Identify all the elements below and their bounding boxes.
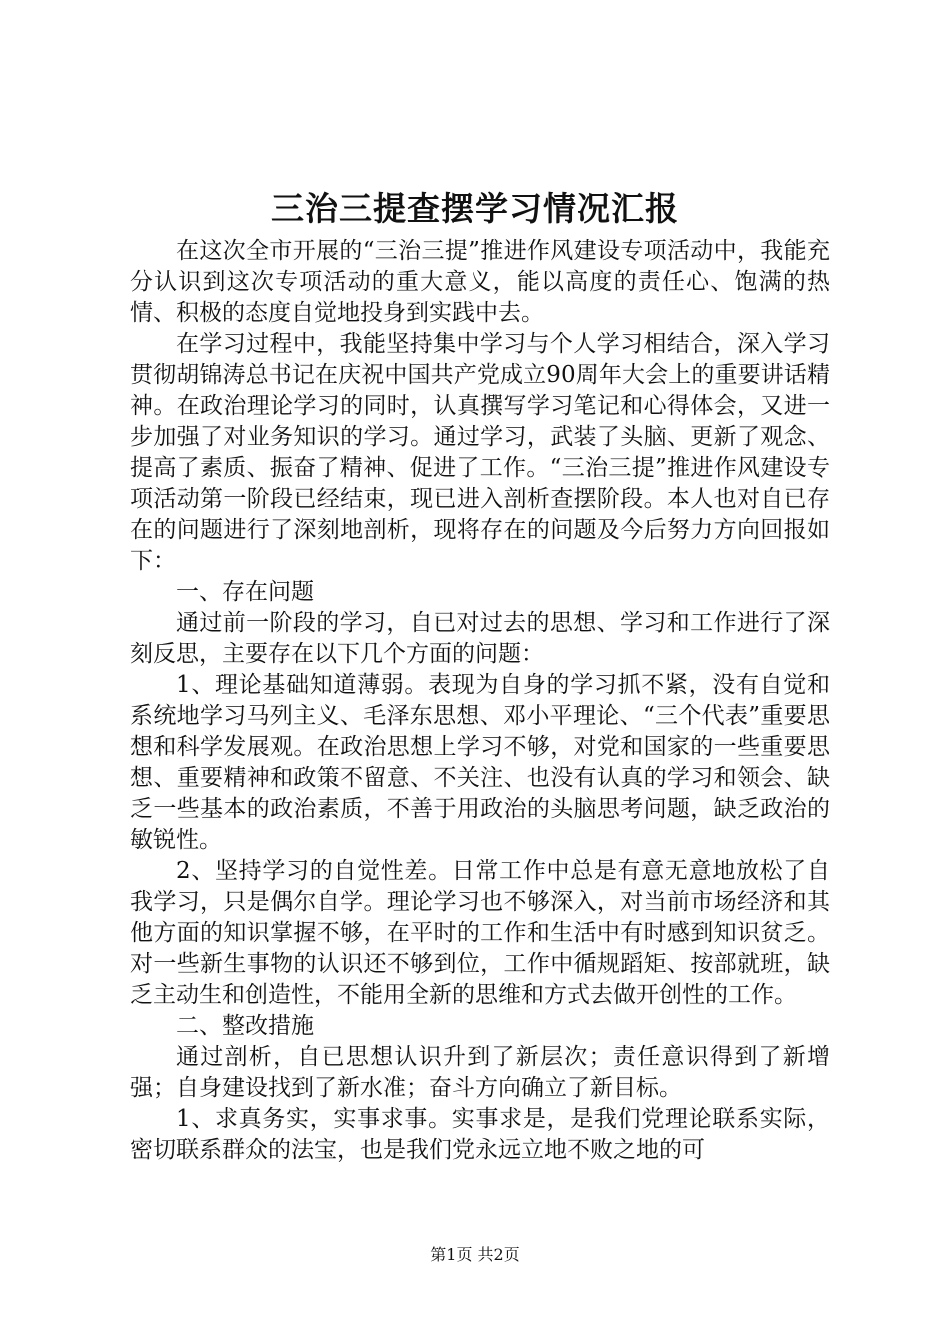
paragraph-problem-2: 2、坚持学习的自觉性差。日常工作中总是有意无意地放松了自我学习，只是偶尔自学。理论学习也不够深入，对当前市场经济和其他方面的知识掌握不够，在平时的工作和生活中有时感到知识贫乏。对一些新生事物的认识还不够到位，工作中循规蹈矩、按部就班，缺乏主动生和创造性，不能用全新的思维和方式去做开创性的工作。 (130, 858, 830, 1008)
paragraph-intro: 在这次全市开展的“三治三提”推进作风建设专项活动中，我能充分认识到这次专项活动的重大意义，能以高度的责任心、饱满的热情、积极的态度自觉地投身到实践中去。 (130, 238, 830, 326)
paragraph-measure-1: 1、求真务实，实事求事。实事求是，是我们党理论联系实际，密切联系群众的法宝，也是我们党永远立地不败之地的可 (130, 1106, 830, 1163)
section-heading-problems: 一、存在问题 (176, 579, 314, 605)
paragraph-measures-intro: 通过剖析，自已思想认识升到了新层次；责任意识得到了新增强；自身建设找到了新水准；奋斗方向确立了新目标。 (130, 1044, 830, 1101)
paragraph-reflection: 通过前一阶段的学习，自已对过去的思想、学习和工作进行了深刻反思，主要存在以下几个方面的问题： (130, 610, 830, 667)
section-heading-measures: 二、整改措施 (176, 1013, 314, 1039)
page-number: 第1页 (430, 1245, 473, 1264)
paragraph-problem-1: 1、理论基础知道薄弱。表现为自身的学习抓不紧，没有自觉和系统地学习马列主义、毛泽东思想、邓小平理论、“三个代表”重要思想和科学发展观。在政治思想上学习不够，对党和国家的一些重要思想、重要精神和政策不留意、不关注、也没有认真的学习和领会、缺乏一些基本的政治素质，不善于用政治的头脑思考问题，缺乏政治的敏锐性。 (130, 672, 830, 853)
document-body (130, 236, 830, 1166)
document-title: 三治三提查摆学习情况汇报 (271, 189, 679, 228)
page-total: 共2页 (477, 1245, 520, 1264)
paragraph-study-process: 在学习过程中，我能坚持集中学习与个人学习相结合，深入学习贯彻胡锦涛总书记在庆祝中国共产党成立90周年大会上的重要讲话精神。在政治理论学习的同时，认真撰写学习笔记和心得体会，又进一步加强了对业务知识的学习。通过学习，武装了头脑、更新了观念、提高了素质、振奋了精神、促进了工作。“三治三提”推进作风建设专项活动第一阶段已经结束，现已进入剖析查摆阶段。本人也对自已存在的问题进行了深刻地剖析，现将存在的问题及今后努力方向回报如下： (130, 331, 830, 574)
page-footer (0, 1244, 950, 1266)
